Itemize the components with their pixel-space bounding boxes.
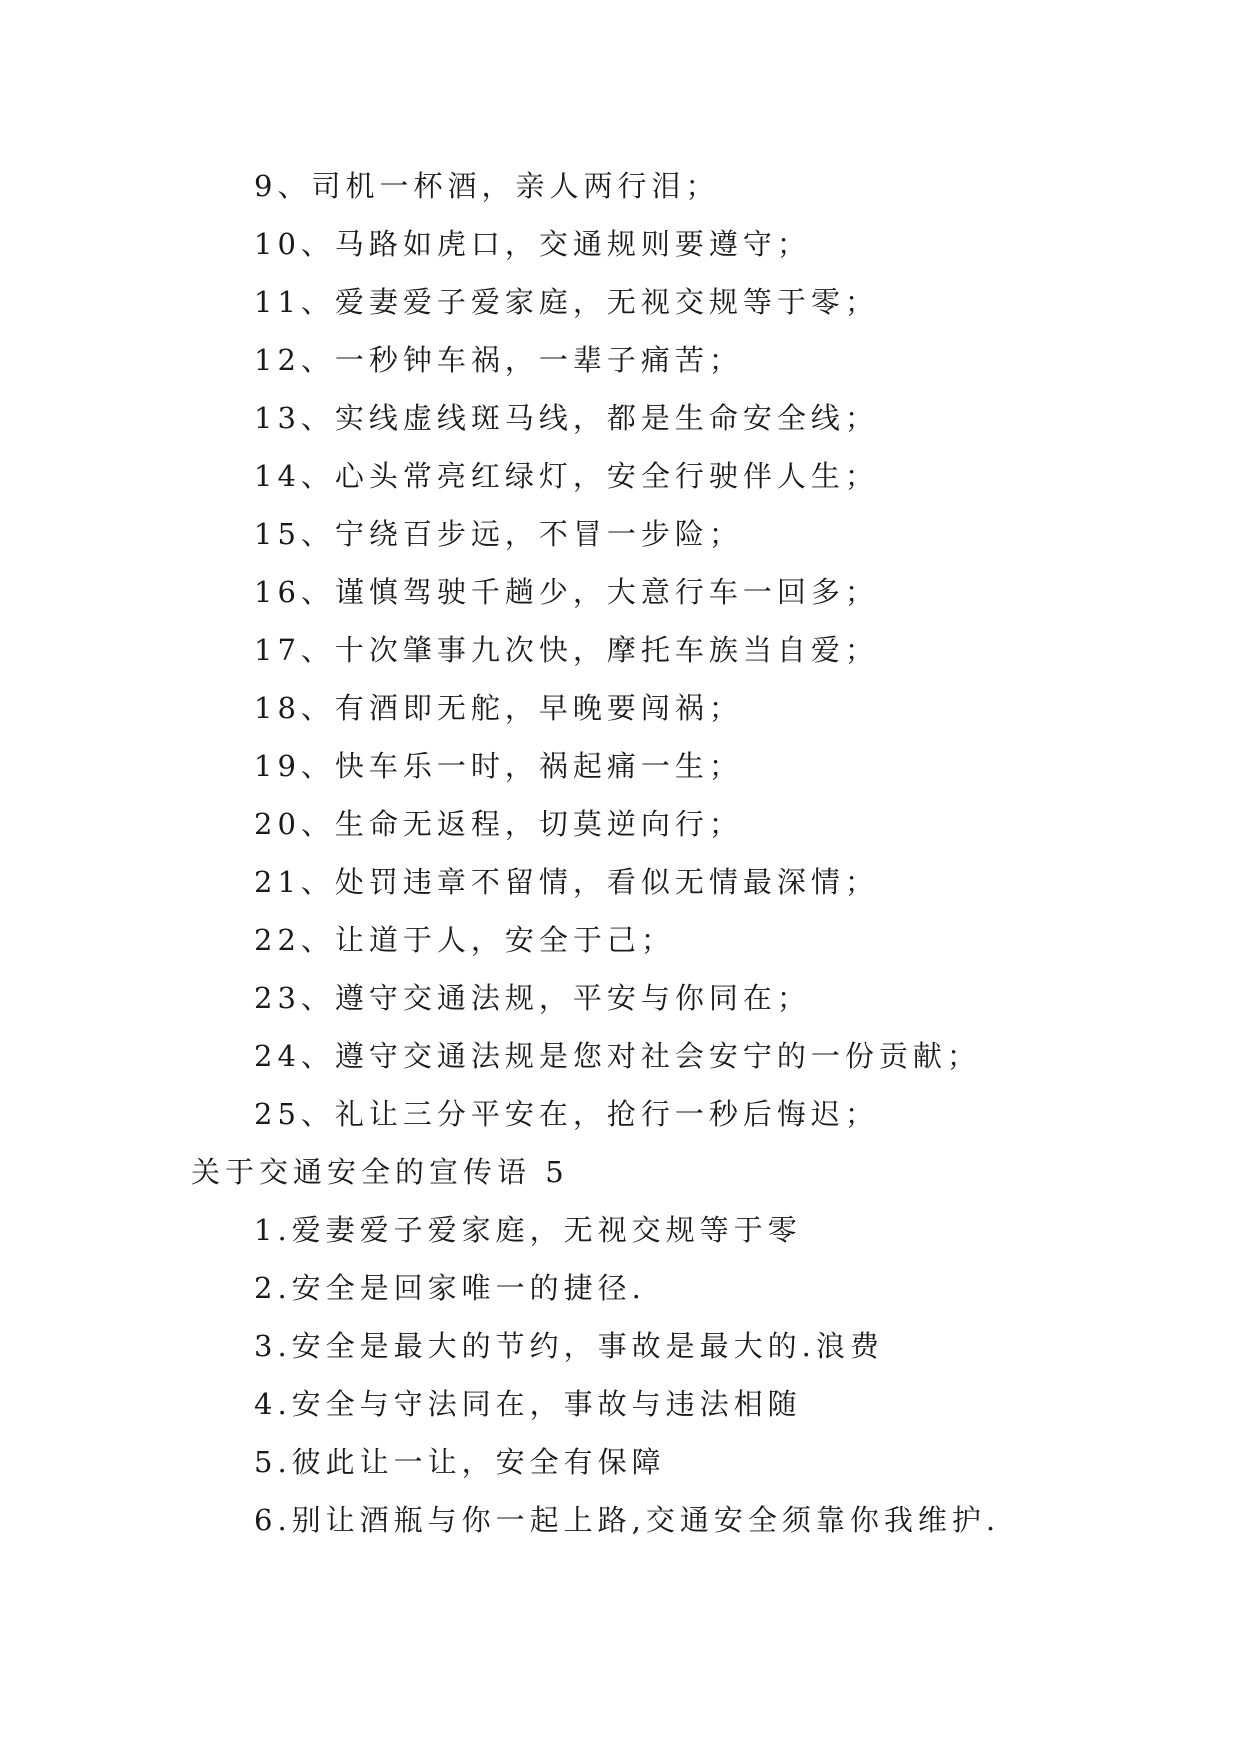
list-item: 17、十次肇事九次快，摩托车族当自爱； (254, 633, 879, 667)
list-item: 24、遵守交通法规是您对社会安宁的一份贡献； (254, 1039, 981, 1073)
list-item: 5.彼此让一让，安全有保障 (254, 1445, 666, 1479)
list-item: 6.别让酒瓶与你一起上路,交通安全须靠你我维护. (254, 1503, 1001, 1537)
list-item: 19、快车乐一时，祸起痛一生； (254, 749, 743, 783)
list-item: 2.安全是回家唯一的捷径. (254, 1271, 646, 1305)
list-item: 10、马路如虎口，交通规则要遵守； (254, 227, 811, 261)
list-item: 14、心头常亮红绿灯，安全行驶伴人生； (254, 459, 879, 493)
list-item: 15、宁绕百步远，不冒一步险； (254, 517, 743, 551)
list-item: 16、谨慎驾驶千趟少，大意行车一回多； (254, 575, 879, 609)
list-item: 12、一秒钟车祸，一辈子痛苦； (254, 343, 743, 377)
list-item: 25、礼让三分平安在，抢行一秒后悔迟； (254, 1097, 879, 1131)
list-item: 22、让道于人，安全于己； (254, 923, 675, 957)
list-item: 23、遵守交通法规，平安与你同在； (254, 981, 811, 1015)
list-item: 11、爱妻爱子爱家庭，无视交规等于零； (254, 285, 879, 319)
list-item: 3.安全是最大的节约，事故是最大的.浪费 (254, 1329, 884, 1363)
list-item: 20、生命无返程，切莫逆向行； (254, 807, 743, 841)
list-item: 1.爱妻爱子爱家庭，无视交规等于零 (254, 1213, 802, 1247)
list-item: 9、司机一杯酒，亲人两行泪； (254, 169, 720, 203)
list-item: 4.安全与守法同在，事故与违法相随 (254, 1387, 802, 1421)
section-heading: 关于交通安全的宣传语 5 (191, 1155, 569, 1189)
list-item: 13、实线虚线斑马线，都是生命安全线； (254, 401, 879, 435)
list-item: 18、有酒即无舵，早晚要闯祸； (254, 691, 743, 725)
list-item: 21、处罚违章不留情，看似无情最深情； (254, 865, 879, 899)
